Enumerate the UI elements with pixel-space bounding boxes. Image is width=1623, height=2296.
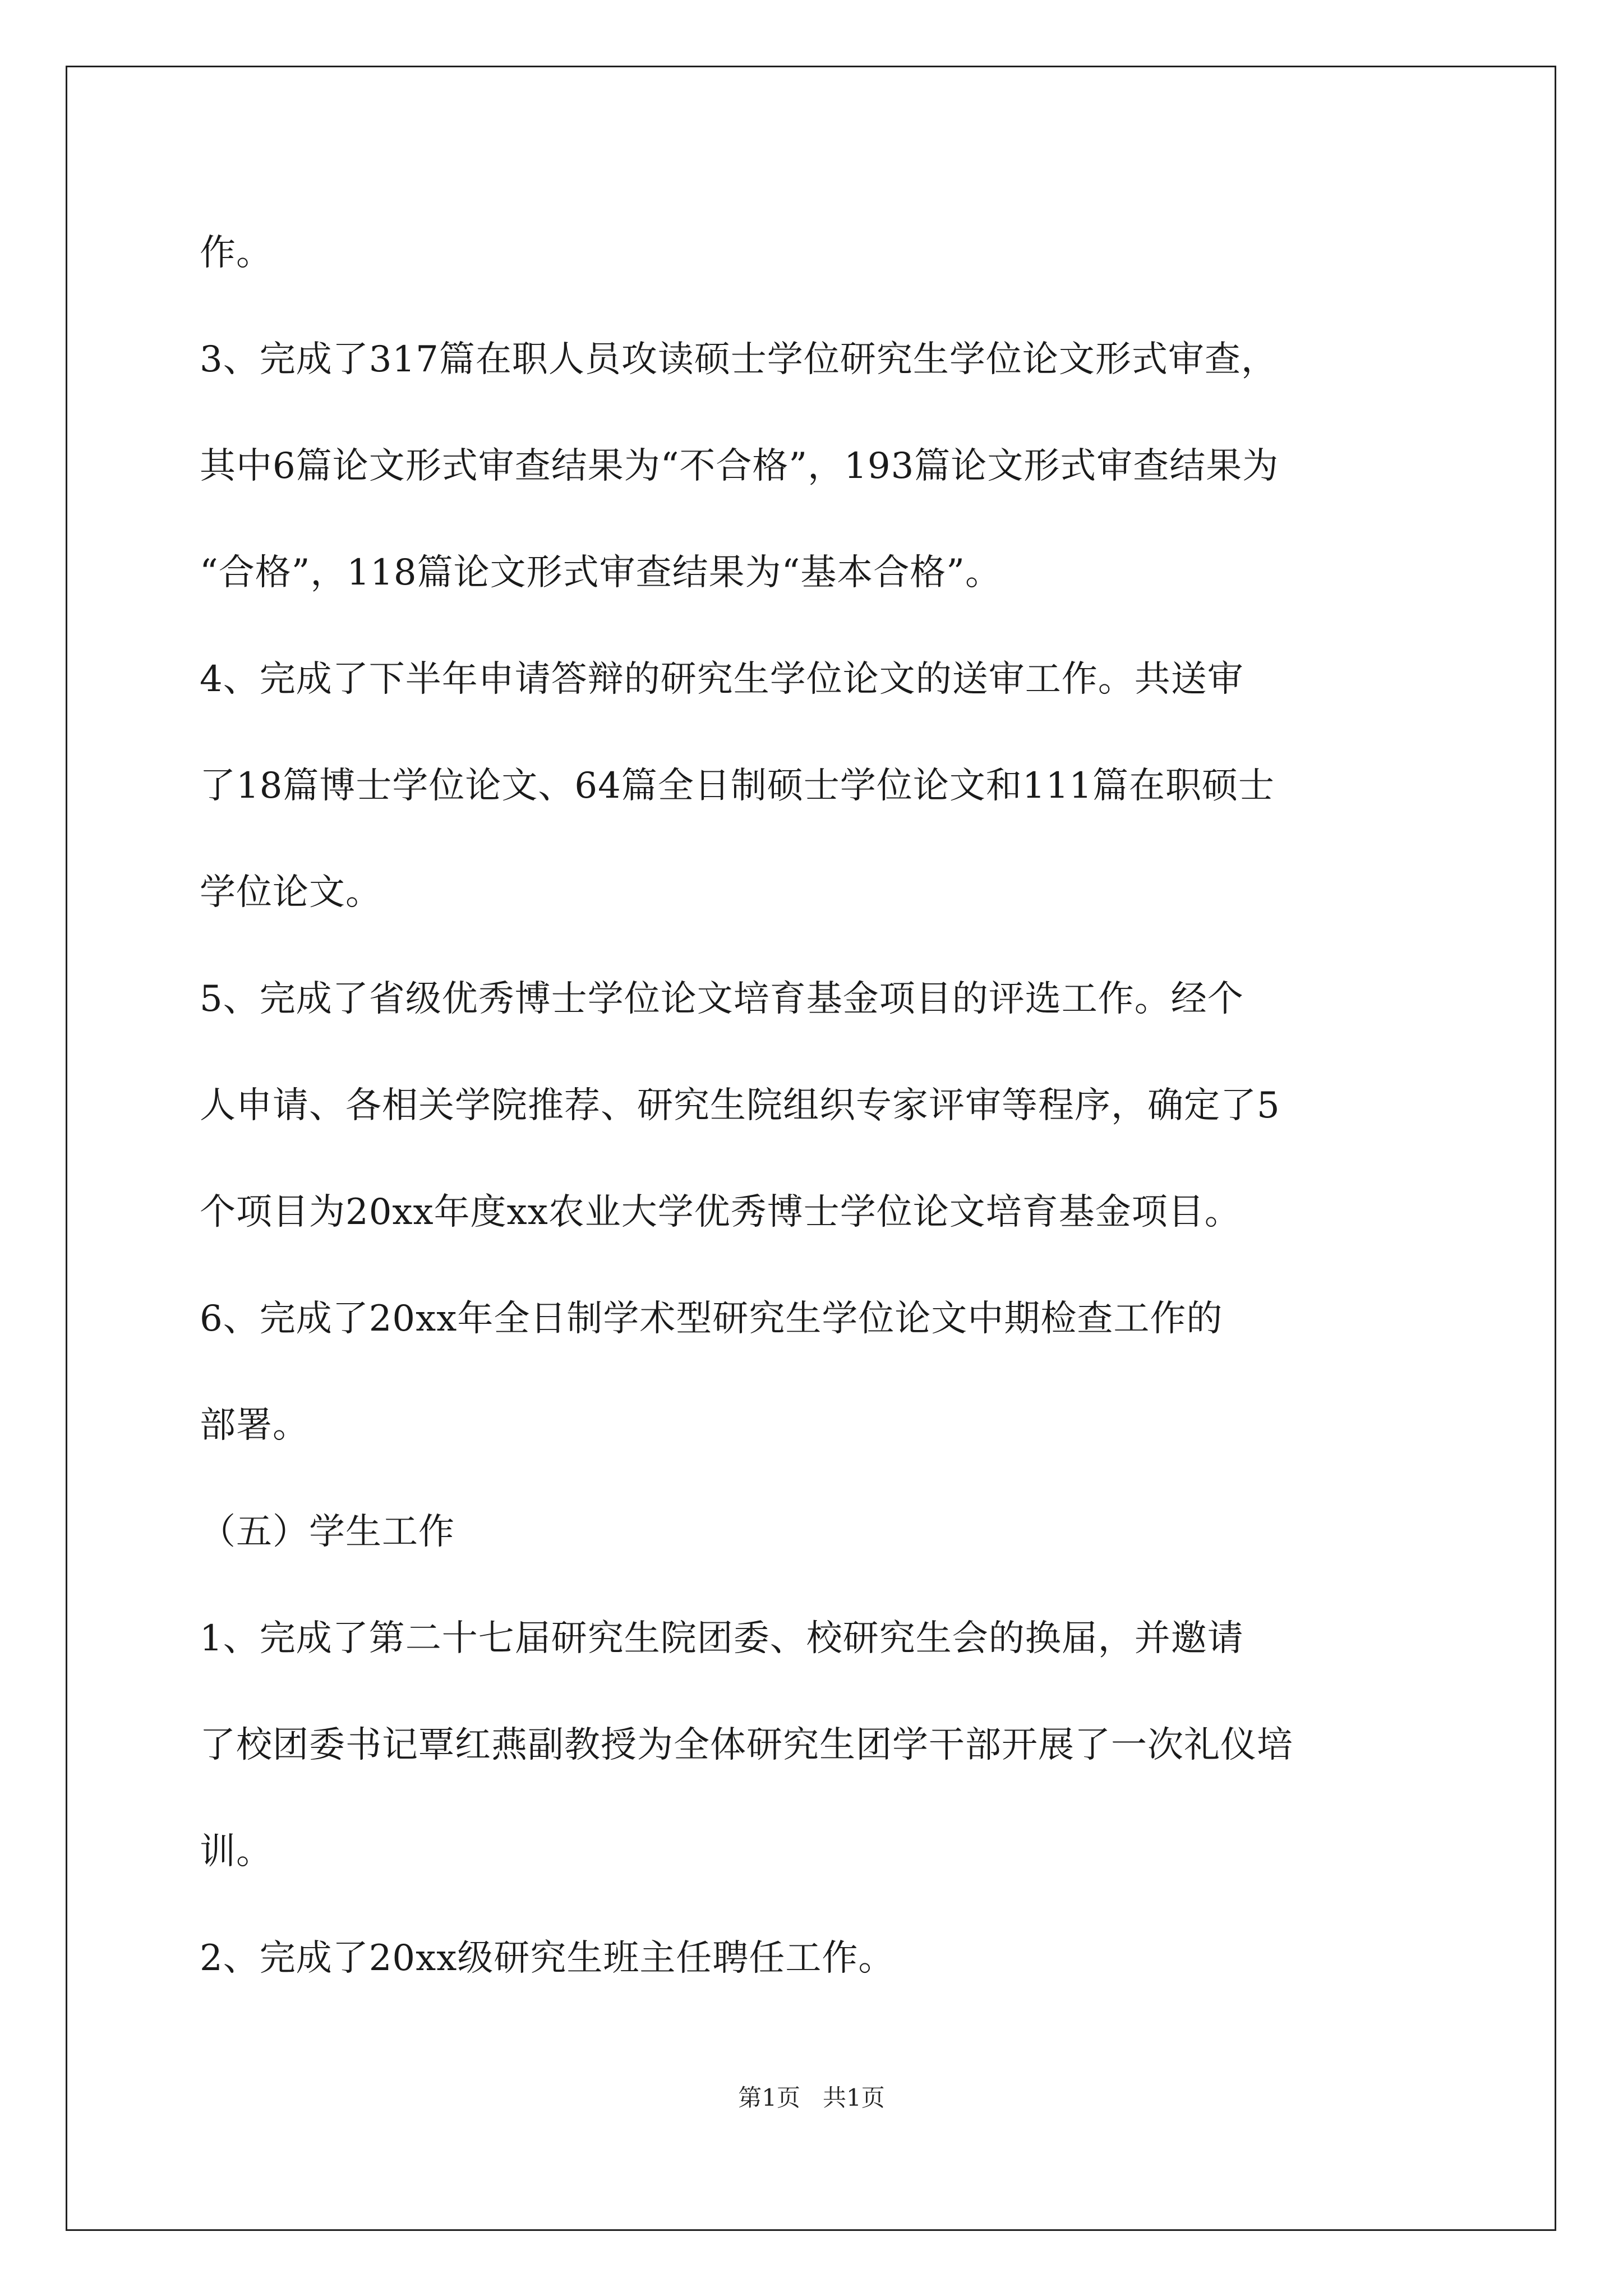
text-line: 训。 [200,1831,273,1872]
section-heading: （五）学生工作 [200,1511,455,1553]
text-line: 1、完成了第二十七届研究生院团委、校研究生会的换届，并邀请 [200,1618,1244,1659]
text-line: 3、完成了317篇在职人员攻读硕士学位研究生学位论文形式审查， [200,339,1278,380]
text-line: 作。 [200,232,273,274]
text-line: “合格”，118篇论文形式审查结果为“基本合格”。 [200,552,1002,593]
text-line: 了18篇博士学位论文、64篇全日制硕士学位论文和111篇在职硕士 [200,765,1275,807]
text-line: 部署。 [200,1405,309,1446]
text-line: 4、完成了下半年申请答辩的研究生学位论文的送审工作。共送审 [200,659,1244,700]
text-line: 5、完成了省级优秀博士学位论文培育基金项目的评选工作。经个 [200,978,1244,1020]
text-line: 学位论文。 [200,872,382,913]
text-line: 2、完成了20xx级研究生班主任聘任工作。 [200,1938,895,1979]
text-line: 其中6篇论文形式审查结果为“不合格”，193篇论文形式审查结果为 [200,445,1279,487]
page-footer: 第1页 共1页 [738,2084,885,2111]
text-line: 了校团委书记覃红燕副教授为全体研究生团学干部开展了一次礼仪培 [200,1724,1293,1766]
text-line: 个项目为20xx年度xx农业大学优秀博士学位论文培育基金项目。 [200,1191,1241,1233]
text-line: 人申请、各相关学院推荐、研究生院组织专家评审等程序，确定了5 [200,1085,1280,1126]
text-line: 6、完成了20xx年全日制学术型研究生学位论文中期检查工作的 [200,1298,1223,1340]
page-border [66,66,1556,2231]
